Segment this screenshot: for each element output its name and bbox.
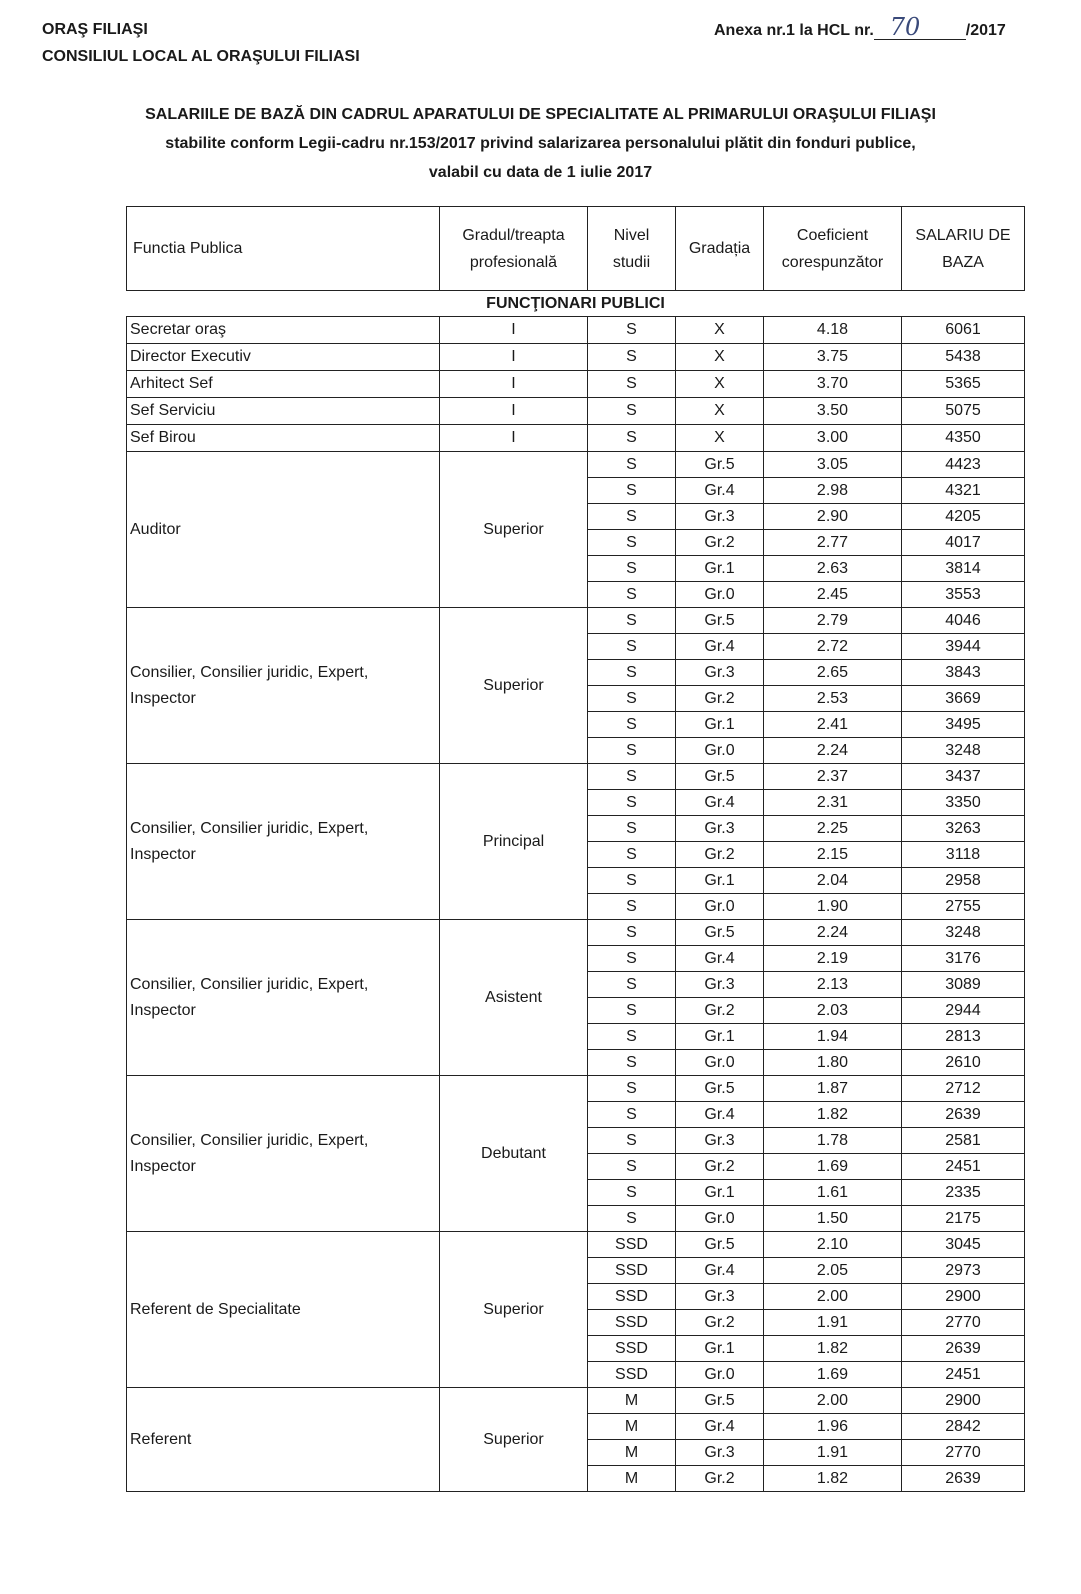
cell-salariu: 2958 [902,868,1025,894]
table-row [127,425,1025,452]
cell-grad-group: Principal [440,764,588,920]
functia-line-1: Consilier, Consilier juridic, Expert, [130,663,369,681]
cell-gradatia: Gr.3 [676,816,764,842]
cell-salariu: 2842 [902,1414,1025,1440]
section-title: FUNCŢIONARI PUBLICI [127,291,1025,317]
table-row [127,920,1025,946]
cell-coeficient: 2.31 [764,790,902,816]
functia-line-1: Consilier, Consilier juridic, Expert, [130,819,369,837]
cell-coeficient: 4.18 [764,317,902,344]
cell-gradatia: Gr.0 [676,738,764,764]
title-line-3: valabil cu data de 1 iulie 2017 [428,164,653,181]
cell-nivel: S [588,1206,676,1232]
cell-salariu: 6061 [902,317,1025,344]
table-row [127,608,1025,634]
cell-gradatia: Gr.3 [676,1440,764,1466]
cell-coeficient: 2.90 [764,504,902,530]
cell-nivel: S [588,1076,676,1102]
cell-salariu: 3553 [902,582,1025,608]
cell-salariu: 2755 [902,894,1025,920]
cell-coeficient: 2.77 [764,530,902,556]
cell-nivel: S [588,894,676,920]
cell-salariu: 4423 [902,452,1025,478]
cell-functia: Sef Serviciu [127,398,440,425]
cell-salariu: 2900 [902,1388,1025,1414]
cell-coeficient: 2.24 [764,920,902,946]
cell-functia: Arhitect Sef [127,371,440,398]
cell-salariu: 3350 [902,790,1025,816]
functia-line-1: Referent [130,1430,192,1448]
cell-salariu: 2944 [902,998,1025,1024]
cell-nivel: S [588,478,676,504]
cell-salariu: 5365 [902,371,1025,398]
cell-nivel: SSD [588,1310,676,1336]
cell-nivel: S [588,738,676,764]
cell-salariu: 3669 [902,686,1025,712]
cell-nivel: S [588,452,676,478]
cell-coeficient: 1.82 [764,1466,902,1492]
cell-coeficient: 1.96 [764,1414,902,1440]
cell-salariu: 2639 [902,1466,1025,1492]
cell-coeficient: 1.61 [764,1180,902,1206]
cell-functia-group [127,608,440,764]
cell-functia-group [127,1076,440,1232]
functia-line-1: Consilier, Consilier juridic, Expert, [130,1131,369,1149]
cell-coeficient: 1.69 [764,1154,902,1180]
cell-nivel: S [588,1128,676,1154]
cell-gradatia: Gr.2 [676,842,764,868]
cell-coeficient: 2.72 [764,634,902,660]
cell-salariu: 2813 [902,1024,1025,1050]
institution-header [42,16,360,70]
cell-gradatia: Gr.5 [676,608,764,634]
cell-gradatia: Gr.1 [676,1336,764,1362]
cell-coeficient: 2.03 [764,998,902,1024]
cell-functia-group [127,1388,440,1492]
cell-nivel: S [588,1180,676,1206]
cell-coeficient: 1.91 [764,1440,902,1466]
cell-salariu: 3045 [902,1232,1025,1258]
cell-coeficient: 2.13 [764,972,902,998]
cell-nivel: S [588,946,676,972]
cell-coeficient: 1.90 [764,894,902,920]
cell-nivel: S [588,608,676,634]
cell-nivel: S [588,660,676,686]
cell-coeficient: 2.19 [764,946,902,972]
cell-gradatia: Gr.5 [676,1388,764,1414]
cell-gradatia: Gr.5 [676,452,764,478]
cell-gradatia: Gr.3 [676,1284,764,1310]
cell-salariu: 2973 [902,1258,1025,1284]
cell-coeficient: 3.00 [764,425,902,452]
cell-grad: I [440,425,588,452]
cell-salariu: 3495 [902,712,1025,738]
cell-nivel: S [588,1102,676,1128]
cell-gradatia: Gr.2 [676,1310,764,1336]
cell-gradatia: Gr.4 [676,1258,764,1284]
cell-gradatia: X [676,344,764,371]
cell-coeficient: 2.00 [764,1284,902,1310]
cell-gradatia: Gr.5 [676,1076,764,1102]
cell-coeficient: 1.50 [764,1206,902,1232]
cell-gradatia: Gr.0 [676,894,764,920]
cell-coeficient: 2.00 [764,1388,902,1414]
table-row [127,398,1025,425]
cell-salariu: 3814 [902,556,1025,582]
cell-gradatia: Gr.4 [676,790,764,816]
cell-gradatia: Gr.1 [676,712,764,738]
cell-gradatia: Gr.4 [676,1102,764,1128]
cell-salariu: 2770 [902,1440,1025,1466]
col-header-functia: Functia Publica [127,207,440,291]
table-row [127,371,1025,398]
cell-nivel: M [588,1388,676,1414]
cell-grad-group: Superior [440,1388,588,1492]
cell-gradatia: X [676,371,764,398]
table-row [127,1388,1025,1414]
cell-functia: Director Executiv [127,344,440,371]
cell-gradatia: Gr.5 [676,1232,764,1258]
cell-nivel: S [588,1024,676,1050]
cell-gradatia: Gr.4 [676,478,764,504]
cell-salariu: 3176 [902,946,1025,972]
table-row [127,764,1025,790]
cell-gradatia: Gr.2 [676,1466,764,1492]
cell-gradatia: Gr.4 [676,946,764,972]
cell-grad-group: Superior [440,608,588,764]
cell-salariu: 2581 [902,1128,1025,1154]
cell-salariu: 4205 [902,504,1025,530]
cell-salariu: 3437 [902,764,1025,790]
cell-gradatia: Gr.2 [676,530,764,556]
cell-grad-group: Superior [440,452,588,608]
cell-salariu: 2900 [902,1284,1025,1310]
cell-functia: Sef Birou [127,425,440,452]
cell-functia-group [127,920,440,1076]
cell-nivel: S [588,1154,676,1180]
cell-coeficient: 2.41 [764,712,902,738]
cell-nivel: S [588,425,676,452]
cell-salariu: 3843 [902,660,1025,686]
cell-gradatia: X [676,425,764,452]
cell-gradatia: Gr.3 [676,660,764,686]
functia-line-1: Consilier, Consilier juridic, Expert, [130,975,369,993]
cell-coeficient: 1.69 [764,1362,902,1388]
cell-gradatia: Gr.2 [676,686,764,712]
col-header-gradatia: Gradația [676,207,764,291]
cell-coeficient: 2.65 [764,660,902,686]
table-body [127,291,1025,1492]
annex-prefix: Anexa nr.1 la HCL nr. [714,22,874,39]
hcl-number-handwritten: 70 [889,13,921,41]
cell-gradatia: Gr.3 [676,1128,764,1154]
cell-nivel: M [588,1440,676,1466]
cell-nivel: S [588,790,676,816]
cell-coeficient: 2.25 [764,816,902,842]
col-header-nivel: Nivel studii [588,207,676,291]
title-line-2: stabilite conform Legii-cadru nr.153/2017 privind salarizarea personalului plătit din fonduri publice, [165,135,916,152]
cell-gradatia: Gr.0 [676,582,764,608]
functia-line-1: Auditor [130,520,181,538]
cell-nivel: S [588,398,676,425]
cell-coeficient: 2.53 [764,686,902,712]
cell-gradatia: Gr.1 [676,1180,764,1206]
cell-gradatia: Gr.4 [676,1414,764,1440]
cell-coeficient: 1.87 [764,1076,902,1102]
annex-suffix: /2017 [965,22,1006,39]
cell-salariu: 2639 [902,1102,1025,1128]
cell-salariu: 3944 [902,634,1025,660]
cell-nivel: S [588,686,676,712]
cell-coeficient: 2.10 [764,1232,902,1258]
table-row [127,1076,1025,1102]
cell-gradatia: Gr.5 [676,920,764,946]
cell-salariu: 3089 [902,972,1025,998]
table-header-row [127,207,1025,291]
cell-gradatia: Gr.1 [676,1024,764,1050]
cell-salariu: 4017 [902,530,1025,556]
cell-salariu: 2451 [902,1154,1025,1180]
council-name: CONSILIUL LOCAL AL ORAŞULUI FILIASI [42,48,360,65]
cell-nivel: S [588,842,676,868]
cell-grad: I [440,398,588,425]
col-header-grad: Gradul/treapta profesională [440,207,588,291]
cell-grad: I [440,344,588,371]
cell-gradatia: Gr.3 [676,504,764,530]
cell-salariu: 2712 [902,1076,1025,1102]
functia-line-2: Inspector [130,1001,196,1019]
cell-nivel: S [588,998,676,1024]
cell-nivel: S [588,344,676,371]
cell-salariu: 4321 [902,478,1025,504]
cell-functia-group [127,452,440,608]
cell-coeficient: 3.70 [764,371,902,398]
cell-coeficient: 3.75 [764,344,902,371]
cell-functia-group [127,764,440,920]
cell-salariu: 4046 [902,608,1025,634]
cell-salariu: 2610 [902,1050,1025,1076]
cell-coeficient: 1.80 [764,1050,902,1076]
cell-salariu: 2639 [902,1336,1025,1362]
cell-coeficient: 2.05 [764,1258,902,1284]
cell-grad-group: Superior [440,1232,588,1388]
cell-coeficient: 2.63 [764,556,902,582]
cell-salariu: 2175 [902,1206,1025,1232]
cell-coeficient: 1.91 [764,1310,902,1336]
cell-salariu: 4350 [902,425,1025,452]
functia-line-2: Inspector [130,1157,196,1175]
section-row [127,291,1025,317]
functia-line-2: Inspector [130,845,196,863]
cell-gradatia: Gr.5 [676,764,764,790]
cell-coeficient: 2.15 [764,842,902,868]
cell-gradatia: Gr.0 [676,1050,764,1076]
cell-salariu: 2335 [902,1180,1025,1206]
cell-grad-group: Asistent [440,920,588,1076]
table-row [127,452,1025,478]
cell-coeficient: 2.04 [764,868,902,894]
cell-nivel: S [588,712,676,738]
cell-nivel: S [588,371,676,398]
cell-coeficient: 3.05 [764,452,902,478]
cell-nivel: S [588,504,676,530]
cell-grad: I [440,317,588,344]
cell-salariu: 5438 [902,344,1025,371]
cell-nivel: S [588,556,676,582]
cell-nivel: S [588,530,676,556]
cell-salariu: 3263 [902,816,1025,842]
cell-grad: I [440,371,588,398]
cell-grad-group: Debutant [440,1076,588,1232]
title-line-1: SALARIILE DE BAZĂ DIN CADRUL APARATULUI DE SPECIALITATE AL PRIMARULUI ORAŞULUI FILIAŞI [145,106,936,123]
table-row [127,344,1025,371]
cell-gradatia: Gr.4 [676,634,764,660]
cell-functia-group [127,1232,440,1388]
col-header-salariu: SALARIU DE BAZA [902,207,1025,291]
cell-coeficient: 2.79 [764,608,902,634]
table-row [127,1232,1025,1258]
cell-nivel: S [588,920,676,946]
hcl-number-field [874,13,966,41]
cell-nivel: S [588,582,676,608]
cell-coeficient: 1.82 [764,1102,902,1128]
cell-functia: Secretar oraş [127,317,440,344]
cell-nivel: S [588,764,676,790]
cell-gradatia: X [676,398,764,425]
cell-nivel: S [588,816,676,842]
cell-nivel: S [588,1050,676,1076]
cell-gradatia: Gr.1 [676,868,764,894]
cell-salariu: 5075 [902,398,1025,425]
cell-nivel: SSD [588,1362,676,1388]
cell-gradatia: Gr.2 [676,998,764,1024]
cell-nivel: M [588,1414,676,1440]
annex-reference [714,13,1006,41]
cell-nivel: SSD [588,1336,676,1362]
cell-nivel: S [588,972,676,998]
cell-coeficient: 2.45 [764,582,902,608]
cell-coeficient: 2.98 [764,478,902,504]
cell-nivel: S [588,868,676,894]
functia-line-2: Inspector [130,689,196,707]
cell-salariu: 2770 [902,1310,1025,1336]
cell-salariu: 3248 [902,738,1025,764]
city-name: ORAŞ FILIAŞI [42,21,148,38]
cell-gradatia: X [676,317,764,344]
cell-coeficient: 1.94 [764,1024,902,1050]
cell-coeficient: 1.82 [764,1336,902,1362]
cell-salariu: 2451 [902,1362,1025,1388]
cell-nivel: S [588,634,676,660]
cell-nivel: M [588,1466,676,1492]
cell-gradatia: Gr.3 [676,972,764,998]
cell-nivel: SSD [588,1258,676,1284]
cell-coeficient: 3.50 [764,398,902,425]
cell-nivel: SSD [588,1284,676,1310]
cell-salariu: 3248 [902,920,1025,946]
document-title [40,100,1041,187]
cell-coeficient: 1.78 [764,1128,902,1154]
table-row [127,317,1025,344]
cell-nivel: S [588,317,676,344]
cell-salariu: 3118 [902,842,1025,868]
cell-nivel: SSD [588,1232,676,1258]
cell-coeficient: 2.24 [764,738,902,764]
cell-gradatia: Gr.0 [676,1206,764,1232]
cell-gradatia: Gr.0 [676,1362,764,1388]
salary-table [126,206,1025,1492]
cell-coeficient: 2.37 [764,764,902,790]
cell-gradatia: Gr.1 [676,556,764,582]
cell-gradatia: Gr.2 [676,1154,764,1180]
functia-line-1: Referent de Specialitate [130,1300,301,1318]
col-header-coeficient: Coeficient corespunzător [764,207,902,291]
